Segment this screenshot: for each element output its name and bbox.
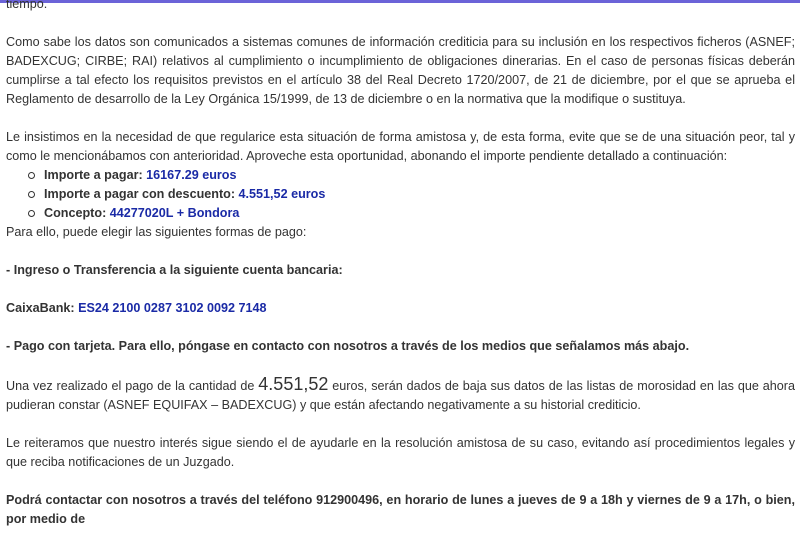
paragraph-card-payment: - Pago con tarjeta. Para ello, póngase en contacto con nosotros a través de los medios que señalamos más abajo. [6, 339, 690, 353]
paragraph-after-payment: Una vez realizado el pago de la cantidad de 4.551,52 euros, serán dados de baja sus datos de las listas de morosidad en las que ahora pudieran constar (ASNEF EQUIFAX – BADEXCUG) y que están afectando negativamente a su historial crediticio. [6, 374, 795, 412]
list-item-amount: Importe a pagar: 16167.29 euros [44, 166, 795, 185]
list-item-discount-amount: Importe a pagar con descuento: 4.551,52 euros [44, 185, 795, 204]
concept-value: 44277020L + Bondora [109, 206, 240, 220]
discount-amount-value: 4.551,52 euros [238, 187, 326, 201]
letter-body [6, 0, 795, 548]
amount-value: 16167.29 euros [146, 168, 237, 182]
list-item-concept: Concepto: 44277020L + Bondora [44, 204, 795, 223]
bank-iban: ES24 2100 0287 3102 0092 7148 [78, 301, 267, 315]
paragraph-intro-end: tiempo. [6, 0, 48, 11]
paragraph-payment-options: Para ello, puede elegir las siguientes formas de pago: [6, 225, 307, 239]
bank-name: CaixaBank: [6, 301, 79, 315]
paragraph-transfer-heading: - Ingreso o Transferencia a la siguiente cuenta bancaria: [6, 263, 343, 277]
highlighted-amount: 4.551,52 [258, 374, 329, 394]
paragraph-credit-files: Como sabe los datos son comunicados a sistemas comunes de información crediticia para su inclusión en los respectivos ficheros (ASNEF; BADEXCUG; CIRBE; RAI) relativos al cumplimiento o incumplimiento de obligaciones dinerarias. En el caso de personas físicas deberán cumplirse a tal efecto los requisitos previstos en el artículo 38 del Real Decreto 1720/2007, de 21 de diciembre, por el que se aprueba el Reglamento de desarrollo de la Ley Orgánica 15/1999, de 13 de diciembre o en la normativa que la modifique o sustituya. [6, 35, 795, 106]
paragraph-reiterate: Le reiteramos que nuestro interés sigue siendo el de ayudarle en la resolución amistosa de su caso, evitando así procedimientos legales y que reciba notificaciones de un Juzgado. [6, 436, 795, 469]
paragraph-bank-account [6, 299, 795, 318]
paragraph-regularize: Le insistimos en la necesidad de que regularice esta situación de forma amistosa y, de esta forma, evite que se de una situación peor, tal y como le mencionábamos con anterioridad. Aproveche esta oportunidad, abonando el importe pendiente detallado a continuación: [6, 130, 795, 163]
payment-details-list [6, 166, 795, 223]
paragraph-contact: Podrá contactar con nosotros a través del teléfono 912900496, en horario de lunes a jueves de 9 a 18h y viernes de 9 a 17h, o bien, por medio de [6, 493, 795, 526]
